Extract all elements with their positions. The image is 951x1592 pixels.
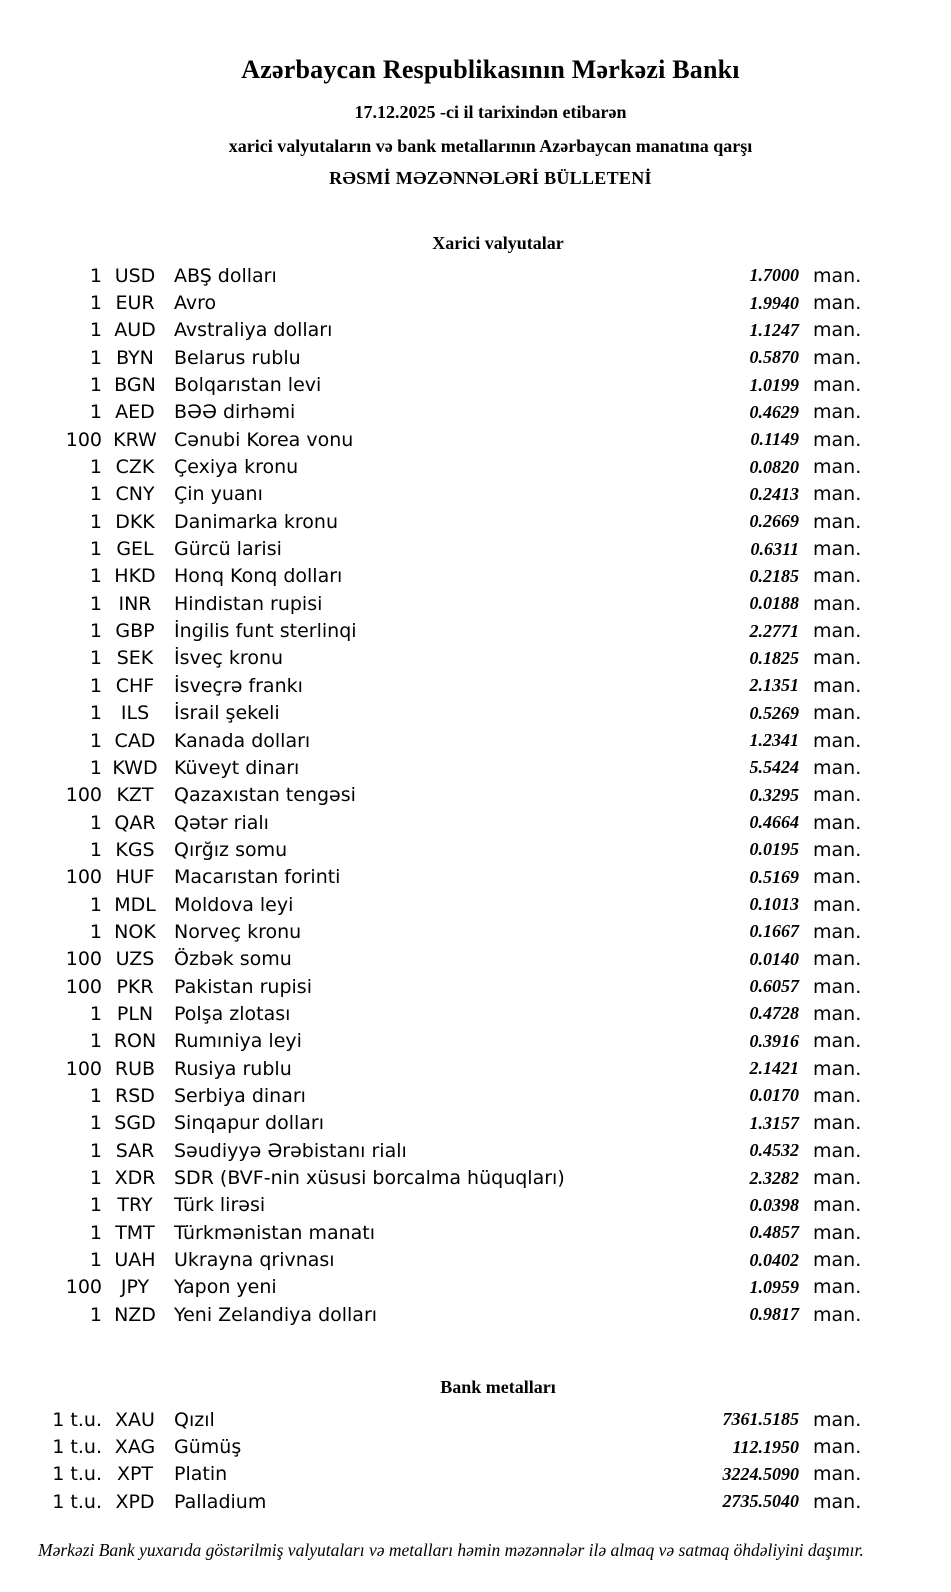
table-row (38, 289, 883, 316)
table-row (38, 891, 883, 918)
table-row (38, 754, 883, 781)
code-cell: XAG (114, 1436, 156, 1459)
name-cell: Çin yuanı (174, 483, 263, 506)
unit-cell: man. (813, 620, 862, 643)
table-row (38, 973, 883, 1000)
quantity-cell: 1 (89, 1112, 102, 1135)
disclaimer-text: Mərkəzi Bank yuxarıda göstərilmiş valyutaları və metalları həmin məzənnələr ilə almaq və satmaq öhdəliyini daşımır. (38, 1540, 864, 1560)
unit-cell: man. (813, 1194, 862, 1217)
unit-cell: man. (813, 1249, 862, 1272)
name-cell: Çexiya kronu (174, 456, 299, 479)
quantity-cell: 1 (89, 264, 102, 287)
table-row (38, 453, 883, 480)
table-row (38, 371, 883, 398)
name-cell: Türkmənistan manatı (174, 1221, 376, 1244)
name-cell: Moldova leyi (174, 893, 294, 916)
unit-cell: man. (813, 292, 862, 315)
unit-cell: man. (813, 401, 862, 424)
table-row (38, 399, 883, 426)
unit-cell: man. (813, 784, 862, 807)
name-cell: Hindistan rupisi (174, 592, 323, 615)
name-cell: Sinqapur dolları (174, 1112, 325, 1135)
unit-cell: man. (813, 729, 862, 752)
code-cell: CHF (115, 674, 155, 697)
code-cell: UZS (115, 948, 155, 971)
name-cell: Gürcü larisi (174, 538, 282, 561)
code-cell: NOK (114, 920, 156, 943)
table-row (38, 1246, 883, 1273)
code-cell: XPT (116, 1463, 154, 1486)
code-cell: GEL (116, 538, 154, 561)
rate-cell: 1.2341 (749, 730, 799, 751)
name-cell: Səudiyyə Ərəbistanı rialı (174, 1139, 407, 1162)
code-cell: USD (114, 264, 156, 287)
table-row (38, 317, 883, 344)
unit-cell: man. (813, 1490, 862, 1513)
rate-cell: 0.6311 (750, 538, 799, 559)
code-cell: AED (115, 401, 155, 424)
rate-cell: 0.0188 (749, 593, 799, 614)
quantity-cell: 1 (89, 346, 102, 369)
quantity-cell: 1 t.u. (52, 1490, 102, 1513)
unit-cell: man. (813, 374, 862, 397)
name-cell: Qızıl (174, 1408, 215, 1431)
rate-cell: 0.4664 (749, 812, 799, 833)
table-row (38, 426, 883, 453)
code-cell: EUR (115, 292, 155, 315)
code-cell: BYN (116, 346, 154, 369)
name-cell: İsveç kronu (174, 647, 284, 670)
code-cell: RUB (114, 1057, 156, 1080)
name-cell: Küveyt dinarı (174, 756, 300, 779)
unit-cell: man. (813, 1436, 862, 1459)
name-cell: Yeni Zelandiya dolları (174, 1303, 378, 1326)
unit-cell: man. (813, 702, 862, 725)
table-row (38, 809, 883, 836)
name-cell: Qazaxıstan tengəsi (174, 784, 356, 807)
code-cell: SEK (116, 647, 154, 670)
unit-cell: man. (813, 428, 862, 451)
quantity-cell: 1 (89, 893, 102, 916)
table-row (38, 1000, 883, 1027)
unit-cell: man. (813, 1084, 862, 1107)
unit-cell: man. (813, 838, 862, 861)
code-cell: MDL (114, 893, 156, 916)
unit-cell: man. (813, 948, 862, 971)
unit-cell: man. (813, 456, 862, 479)
name-cell: Cənubi Korea vonu (174, 428, 354, 451)
rate-cell: 2.1351 (749, 675, 799, 696)
quantity-cell: 100 (65, 948, 102, 971)
quantity-cell: 1 (89, 401, 102, 424)
quantity-cell: 1 (89, 456, 102, 479)
table-row (38, 1137, 883, 1164)
rate-cell: 2.1421 (749, 1058, 799, 1079)
code-cell: AUD (114, 319, 156, 342)
quantity-cell: 100 (65, 866, 102, 889)
rate-cell: 0.6057 (749, 976, 799, 997)
name-cell: Platin (174, 1463, 228, 1486)
quantity-cell: 100 (65, 428, 102, 451)
name-cell: Belarus rublu (174, 346, 301, 369)
code-cell: ILS (120, 702, 150, 725)
table-row (38, 1219, 883, 1246)
unit-cell: man. (813, 893, 862, 916)
rate-cell: 1.1247 (749, 319, 799, 340)
code-cell: RON (113, 1030, 157, 1053)
rate-cell: 0.3916 (749, 1030, 799, 1051)
rate-cell: 0.0820 (749, 456, 799, 477)
code-cell: JPY (120, 1276, 150, 1299)
quantity-cell: 1 (89, 674, 102, 697)
code-cell: KWD (112, 756, 158, 779)
quantity-cell: 1 (89, 510, 102, 533)
quantity-cell: 1 (89, 1221, 102, 1244)
rate-cell: 0.2413 (749, 483, 799, 504)
code-cell: BGN (114, 374, 156, 397)
rate-cell: 1.7000 (749, 265, 799, 286)
metals-section-title: Bank metalları (440, 1377, 556, 1397)
rate-cell: 2.3282 (749, 1167, 799, 1188)
rate-cell: 0.4629 (749, 401, 799, 422)
rate-cell: 0.4532 (749, 1140, 799, 1161)
rate-cell: 1.0959 (749, 1276, 799, 1297)
unit-cell: man. (813, 1112, 862, 1135)
unit-cell: man. (813, 1463, 862, 1486)
unit-cell: man. (813, 319, 862, 342)
name-cell: Rusiya rublu (174, 1057, 292, 1080)
table-row (38, 727, 883, 754)
rate-cell: 0.2669 (749, 511, 799, 532)
quantity-cell: 100 (65, 1057, 102, 1080)
effective-date-line: 17.12.2025 -ci il tarixindən etibarən (354, 102, 627, 122)
name-cell: Polşa zlotası (174, 1002, 291, 1025)
rate-cell: 0.0140 (749, 948, 799, 969)
code-cell: CAD (114, 729, 156, 752)
code-cell: INR (118, 592, 152, 615)
code-cell: QAR (114, 811, 156, 834)
quantity-cell: 1 (89, 1030, 102, 1053)
table-row (38, 617, 883, 644)
table-row (38, 946, 883, 973)
name-cell: Bolqarıstan levi (174, 374, 322, 397)
quantity-cell: 1 (89, 729, 102, 752)
name-cell: Ukrayna qrivnası (174, 1249, 335, 1272)
name-cell: BƏƏ dirhəmi (174, 401, 296, 424)
table-row (38, 590, 883, 617)
code-cell: RSD (115, 1084, 155, 1107)
code-cell: PLN (116, 1002, 154, 1025)
unit-cell: man. (813, 647, 862, 670)
name-cell: Danimarka kronu (174, 510, 339, 533)
quantity-cell: 1 t.u. (52, 1408, 102, 1431)
quantity-cell: 1 (89, 756, 102, 779)
table-row (38, 782, 883, 809)
quantity-cell: 1 (89, 592, 102, 615)
quantity-cell: 1 (89, 1002, 102, 1025)
code-cell: CZK (115, 456, 155, 479)
currencies-section-title: Xarici valyutalar (432, 233, 564, 253)
quantity-cell: 1 (89, 374, 102, 397)
quantity-cell: 1 (89, 1139, 102, 1162)
table-row (38, 1164, 883, 1191)
rate-cell: 0.1013 (749, 894, 799, 915)
metals-table (38, 1406, 883, 1515)
name-cell: Yapon yeni (174, 1276, 277, 1299)
rate-cell: 0.0402 (749, 1249, 799, 1270)
unit-cell: man. (813, 1139, 862, 1162)
rate-cell: 5.5424 (749, 757, 799, 778)
unit-cell: man. (813, 975, 862, 998)
name-cell: Avro (174, 292, 217, 315)
code-cell: UAH (114, 1249, 156, 1272)
code-cell: XDR (114, 1167, 156, 1190)
quantity-cell: 1 (89, 1167, 102, 1190)
name-cell: Qətər rialı (174, 811, 269, 834)
table-row (38, 836, 883, 863)
code-cell: XAU (115, 1408, 155, 1431)
code-cell: XPD (115, 1490, 155, 1513)
rate-cell: 0.0170 (749, 1085, 799, 1106)
rate-cell: 0.2185 (749, 565, 799, 586)
code-cell: GBP (115, 620, 155, 643)
unit-cell: man. (813, 1221, 862, 1244)
table-row (38, 918, 883, 945)
rate-cell: 1.3157 (749, 1112, 799, 1133)
name-cell: Honq Konq dolları (174, 565, 343, 588)
unit-cell: man. (813, 674, 862, 697)
quantity-cell: 1 (89, 620, 102, 643)
quantity-cell: 100 (65, 784, 102, 807)
quantity-cell: 1 (89, 1303, 102, 1326)
name-cell: Norveç kronu (174, 920, 302, 943)
rate-cell: 0.3295 (749, 784, 799, 805)
table-row (38, 645, 883, 672)
code-cell: HKD (114, 565, 156, 588)
unit-cell: man. (813, 1030, 862, 1053)
rate-cell: 2735.5040 (722, 1491, 799, 1512)
quantity-cell: 1 t.u. (52, 1436, 102, 1459)
table-row (38, 864, 883, 891)
unit-cell: man. (813, 1167, 862, 1190)
code-cell: NZD (114, 1303, 156, 1326)
name-cell: Pakistan rupisi (174, 975, 312, 998)
code-cell: TMT (115, 1221, 155, 1244)
unit-cell: man. (813, 1276, 862, 1299)
rate-cell: 0.5269 (749, 702, 799, 723)
rate-cell: 2.2771 (749, 620, 799, 641)
code-cell: HUF (115, 866, 155, 889)
topic-line: xarici valyutaların və bank metallarının Azərbaycan manatına qarşı (228, 136, 753, 156)
code-cell: SGD (114, 1112, 156, 1135)
quantity-cell: 1 (89, 647, 102, 670)
rate-cell: 7361.5185 (722, 1409, 799, 1430)
table-row (38, 1461, 883, 1488)
unit-cell: man. (813, 592, 862, 615)
rate-cell: 1.0199 (749, 374, 799, 395)
name-cell: Gümüş (174, 1436, 242, 1459)
quantity-cell: 1 (89, 1084, 102, 1107)
table-row (38, 481, 883, 508)
rate-cell: 112.1950 (732, 1436, 799, 1457)
table-row (38, 1488, 883, 1515)
code-cell: TRY (117, 1194, 153, 1217)
unit-cell: man. (813, 920, 862, 943)
name-cell: Serbiya dinarı (174, 1084, 306, 1107)
table-row (38, 1055, 883, 1082)
table-row (38, 1406, 883, 1433)
name-cell: Rumıniya leyi (174, 1030, 302, 1053)
code-cell: DKK (115, 510, 155, 533)
name-cell: İngilis funt sterlinqi (174, 620, 357, 643)
table-row (38, 344, 883, 371)
quantity-cell: 1 (89, 920, 102, 943)
quantity-cell: 100 (65, 975, 102, 998)
name-cell: Türk lirəsi (174, 1194, 266, 1217)
rate-cell: 0.4728 (749, 1003, 799, 1024)
rate-cell: 3224.5090 (722, 1463, 799, 1484)
name-cell: Özbək somu (174, 948, 292, 971)
table-row (38, 1082, 883, 1109)
bulletin-title-line: RƏSMİ MƏZƏNNƏLƏRİ BÜLLETENİ (329, 168, 652, 188)
quantity-cell: 1 (89, 292, 102, 315)
name-cell: İsveçrə frankı (174, 674, 303, 697)
rate-cell: 0.4857 (749, 1222, 799, 1243)
unit-cell: man. (813, 1303, 862, 1326)
name-cell: Palladium (174, 1490, 267, 1513)
rate-cell: 0.5169 (749, 866, 799, 887)
quantity-cell: 100 (65, 1276, 102, 1299)
unit-cell: man. (813, 1002, 862, 1025)
rate-cell: 0.0195 (749, 839, 799, 860)
name-cell: İsrail şekeli (174, 702, 280, 725)
code-cell: SAR (115, 1139, 155, 1162)
rate-cell: 0.1825 (749, 647, 799, 668)
rate-cell: 0.5870 (749, 347, 799, 368)
quantity-cell: 1 (89, 565, 102, 588)
currencies-table (38, 262, 883, 1328)
table-row (38, 700, 883, 727)
name-cell: Qırğız somu (174, 838, 288, 861)
quantity-cell: 1 t.u. (52, 1463, 102, 1486)
quantity-cell: 1 (89, 319, 102, 342)
quantity-cell: 1 (89, 811, 102, 834)
table-row (38, 535, 883, 562)
quantity-cell: 1 (89, 702, 102, 725)
table-row (38, 508, 883, 535)
rate-cell: 0.0398 (749, 1194, 799, 1215)
name-cell: SDR (BVF-nin xüsusi borcalma hüquqları) (174, 1167, 565, 1190)
rate-cell: 0.9817 (749, 1304, 799, 1325)
quantity-cell: 1 (89, 538, 102, 561)
unit-cell: man. (813, 483, 862, 506)
name-cell: Kanada dolları (174, 729, 311, 752)
table-row (38, 1301, 883, 1328)
rate-cell: 0.1149 (750, 429, 799, 450)
unit-cell: man. (813, 1408, 862, 1431)
code-cell: KZT (116, 784, 154, 807)
table-row (38, 262, 883, 289)
unit-cell: man. (813, 346, 862, 369)
unit-cell: man. (813, 538, 862, 561)
table-row (38, 1192, 883, 1219)
code-cell: PKR (116, 975, 154, 998)
unit-cell: man. (813, 756, 862, 779)
unit-cell: man. (813, 264, 862, 287)
quantity-cell: 1 (89, 483, 102, 506)
rate-cell: 0.1667 (749, 921, 799, 942)
unit-cell: man. (813, 811, 862, 834)
code-cell: KRW (113, 428, 157, 451)
table-row (38, 1274, 883, 1301)
rate-cell: 1.9940 (749, 292, 799, 313)
table-row (38, 563, 883, 590)
code-cell: CNY (115, 483, 155, 506)
table-row (38, 1028, 883, 1055)
table-row (38, 1110, 883, 1137)
quantity-cell: 1 (89, 838, 102, 861)
unit-cell: man. (813, 1057, 862, 1080)
name-cell: Macarıstan forinti (174, 866, 341, 889)
quantity-cell: 1 (89, 1194, 102, 1217)
quantity-cell: 1 (89, 1249, 102, 1272)
unit-cell: man. (813, 510, 862, 533)
unit-cell: man. (813, 565, 862, 588)
name-cell: Avstraliya dolları (174, 319, 333, 342)
name-cell: ABŞ dolları (174, 264, 277, 287)
page-title: Azərbaycan Respublikasının Mərkəzi Bankı (241, 55, 740, 84)
code-cell: KGS (115, 838, 155, 861)
table-row (38, 672, 883, 699)
unit-cell: man. (813, 866, 862, 889)
table-row (38, 1433, 883, 1460)
